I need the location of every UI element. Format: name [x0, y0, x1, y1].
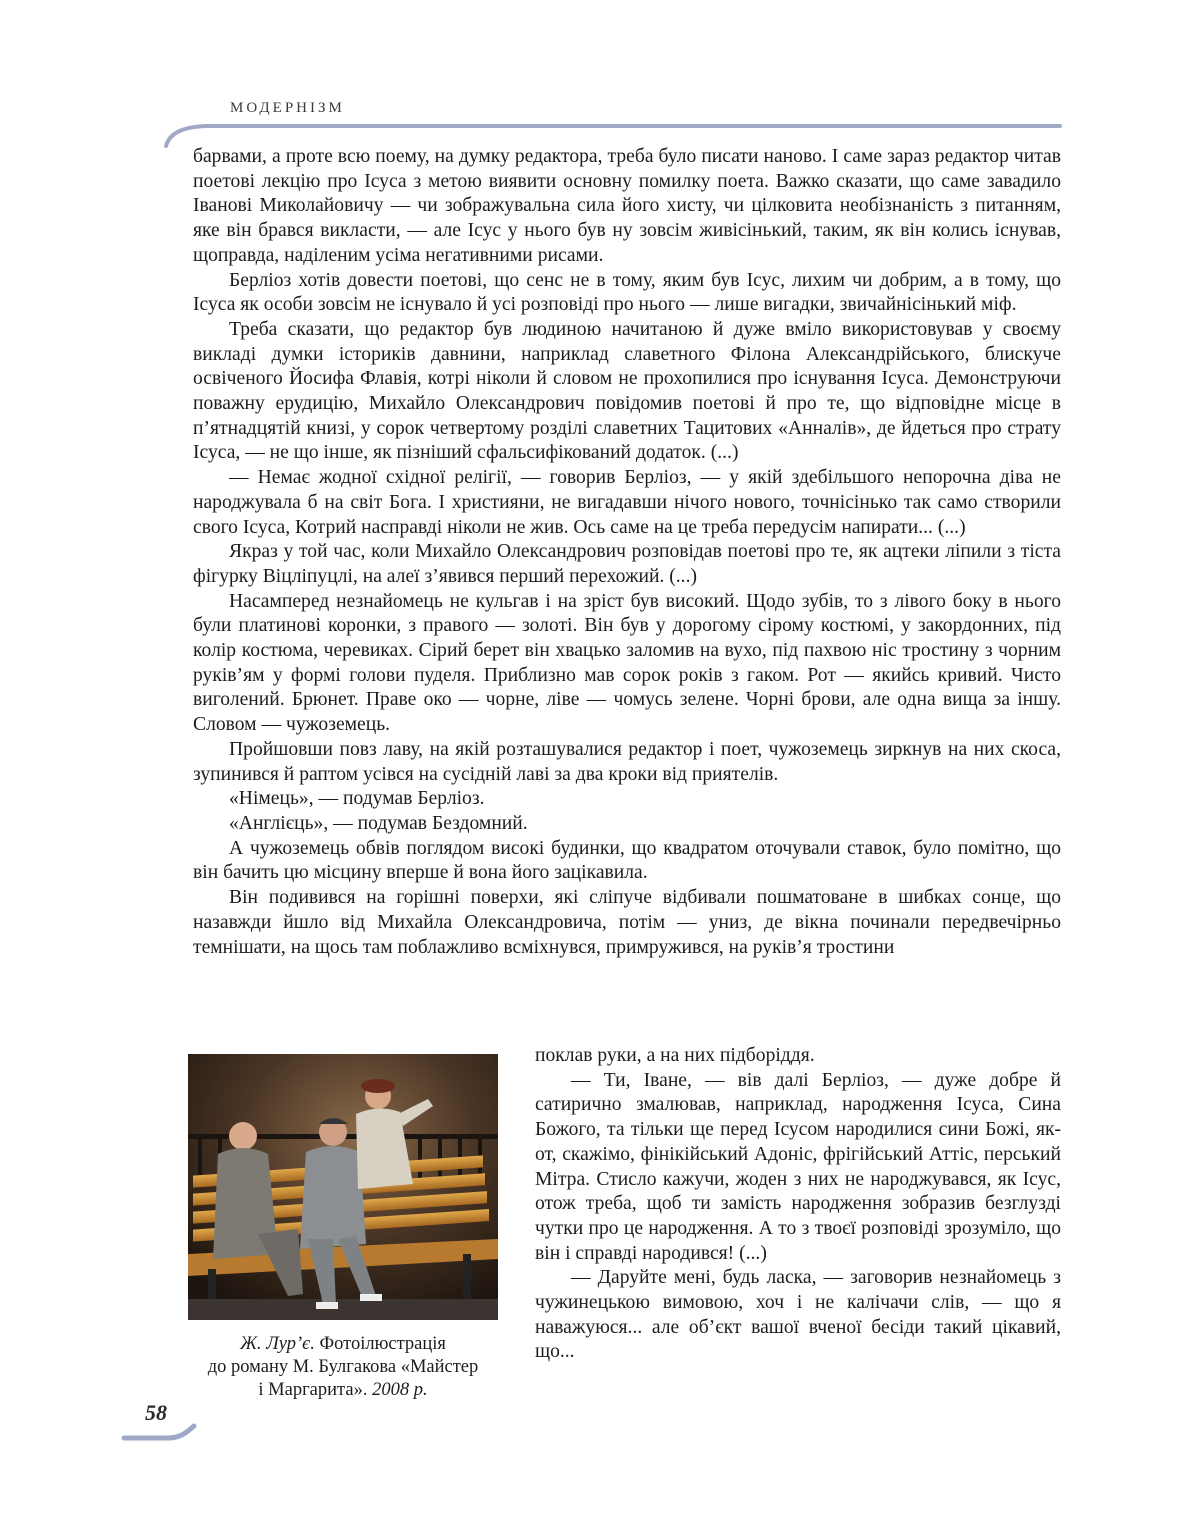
paragraph: поклав руки, а на них підборіддя.: [535, 1045, 815, 1066]
paragraph: — Даруйте мені, будь ласка, — заговорив незнайомець з чужинецькою вимовою, хоч і не калічачи слів, — що я наважуюся... але об’єкт вашої вченої бесіди такий цікавий, що...: [535, 1267, 1061, 1363]
header-rule: [160, 118, 1065, 148]
side-text: [535, 1044, 1061, 1365]
caption-text: Фотоілюстрація: [314, 1334, 446, 1354]
illustration-photo: [188, 1054, 498, 1320]
page-number: 58: [145, 1400, 167, 1425]
paragraph: «Німець», — подумав Берліоз.: [229, 788, 485, 810]
paragraph: «Англієць», — подумав Бездомний.: [229, 812, 528, 834]
caption-line: [175, 1333, 511, 1356]
bench-scene-illustration: [188, 1054, 498, 1320]
paragraph: А чужоземець обвів поглядом високі будинки, що квадратом оточували ставок, було помітно, що він бачить цю місцину вперше й вона його зацікавила.: [193, 837, 1061, 884]
paragraph: барвами, а проте всю поему, на думку редактора, треба було писати наново. І саме зараз редактор читав поетові лекцію про Ісуса з метою виявити основну помилку поета. Важко сказати, що саме завадило Іванові Миколайовичу — чи зображувальна сила його хисту, чи цілковита необізнаність з питанням, яке він брався викласти, — але Ісус у нього був ну зовсім живісінький, таким, як він колись існував, щоправда, наділеним усіма негативними рисами.: [193, 146, 1061, 266]
paragraph: Треба сказати, що редактор був людиною начитаною й дуже вміло використовував у своєму викладі думки істориків давнини, наприклад славетного Філона Александрійського, блискуче освіченого Йосифа Флавія, котрі ніколи й словом не прохопилися про існування Ісуса. Демонструючи поважну ерудицію, Михайло Олександрович повідомив поетові й про те, що відповідне місце в п’ятнадцятій книзі, у сорок четвертому розділі славетних Тацитових «Анналів», де йдеться про страту Ісуса, — не що інше, як пізніший сфальсифікований додаток. (...): [193, 318, 1061, 464]
paragraph: Берліоз хотів довести поетові, що сенс не в тому, яким був Ісус, лихим чи добрим, а в тому, що Ісуса як особи зовсім не існувало й усі розповіді про нього — лише вигадки, звичайнісінький міф.: [193, 269, 1061, 316]
caption-text: і Маргарита».: [258, 1380, 373, 1400]
paragraph: — Немає жодної східної релігії, — говорив Берліоз, — у якій здебільшого непорочна діва не народжувала б на світ Бога. І християни, не вигадавши нічого нового, точнісінько так само створили свого Ісуса, Котрий насправді ніколи не жив. Ось саме на це треба передусім напирати... (...): [193, 467, 1061, 538]
photo-caption: [175, 1333, 511, 1402]
paragraph: Якраз у той час, коли Михайло Олександрович розповідав поетові про те, як ацтеки ліпили з тіста фігурку Віцліпуцлі, на алеї з’явився перший перехожий. (...): [193, 541, 1061, 587]
caption-line: до роману М. Булгакова «Майстер: [207, 1357, 479, 1377]
caption-line: [175, 1379, 511, 1402]
paragraph: Насамперед незнайомець не кульгав і на зріст був високий. Щодо зубів, то з лівого боку в нього були платинові коронки, з правого — золоті. Він був у дорогому сірому костюмі, у закордонних, під колір костюма, черевиках. Сірий берет він хвацько заломив на вухо, під пахвою ніс тростину з чорним руків’ям у формі голови пуделя. Приблизно мав сорок років з гаком. Рот — якийсь кривий. Чисто виголений. Брюнет. Праве око — чорне, ліве — чомусь зелене. Чорні брови, але одна вища за іншу. Словом — чужоземець.: [193, 590, 1061, 736]
footer-rule: [120, 1420, 200, 1446]
caption-author: Ж. Лур’є.: [240, 1334, 315, 1354]
paragraph: — Ти, Іване, — вів далі Берліоз, — дуже добре й сатирично змалював, наприклад, народження Ісуса, Сина Божого, та тільки ще перед Ісусом народилися сини Божі, як-от, скажімо, фінікійський Адоніс, фрігійський Аттіс, перський Мітра. Стисло кажучи, жоден з них не народжувався, як Ісус, отож треба, щоб ти замість народження зобразив безглузді чутки про це народження. А то з твоєї розповіді зрозуміло, що він і справді народився! (...): [535, 1069, 1061, 1264]
paragraph: Пройшовши повз лаву, на якій розташувалися редактор і поет, чужоземець зиркнув на них скоса, зупинився й раптом усівся на сусідній лаві за два кроки від приятелів.: [193, 738, 1061, 785]
paragraph: Він подивився на горішні поверхи, які сліпуче відбивали пошматоване в шибках сонце, що назавжди йшло від Михайла Олександровича, потім — униз, де вікна починали передвечірньо темнішати, на щось там поблажливо всміхнувся, примружився, на руків’я тростини: [193, 887, 1061, 958]
main-text: [193, 145, 1061, 960]
section-title: МОДЕРНІЗМ: [230, 100, 345, 116]
caption-year: 2008 р.: [372, 1380, 428, 1400]
